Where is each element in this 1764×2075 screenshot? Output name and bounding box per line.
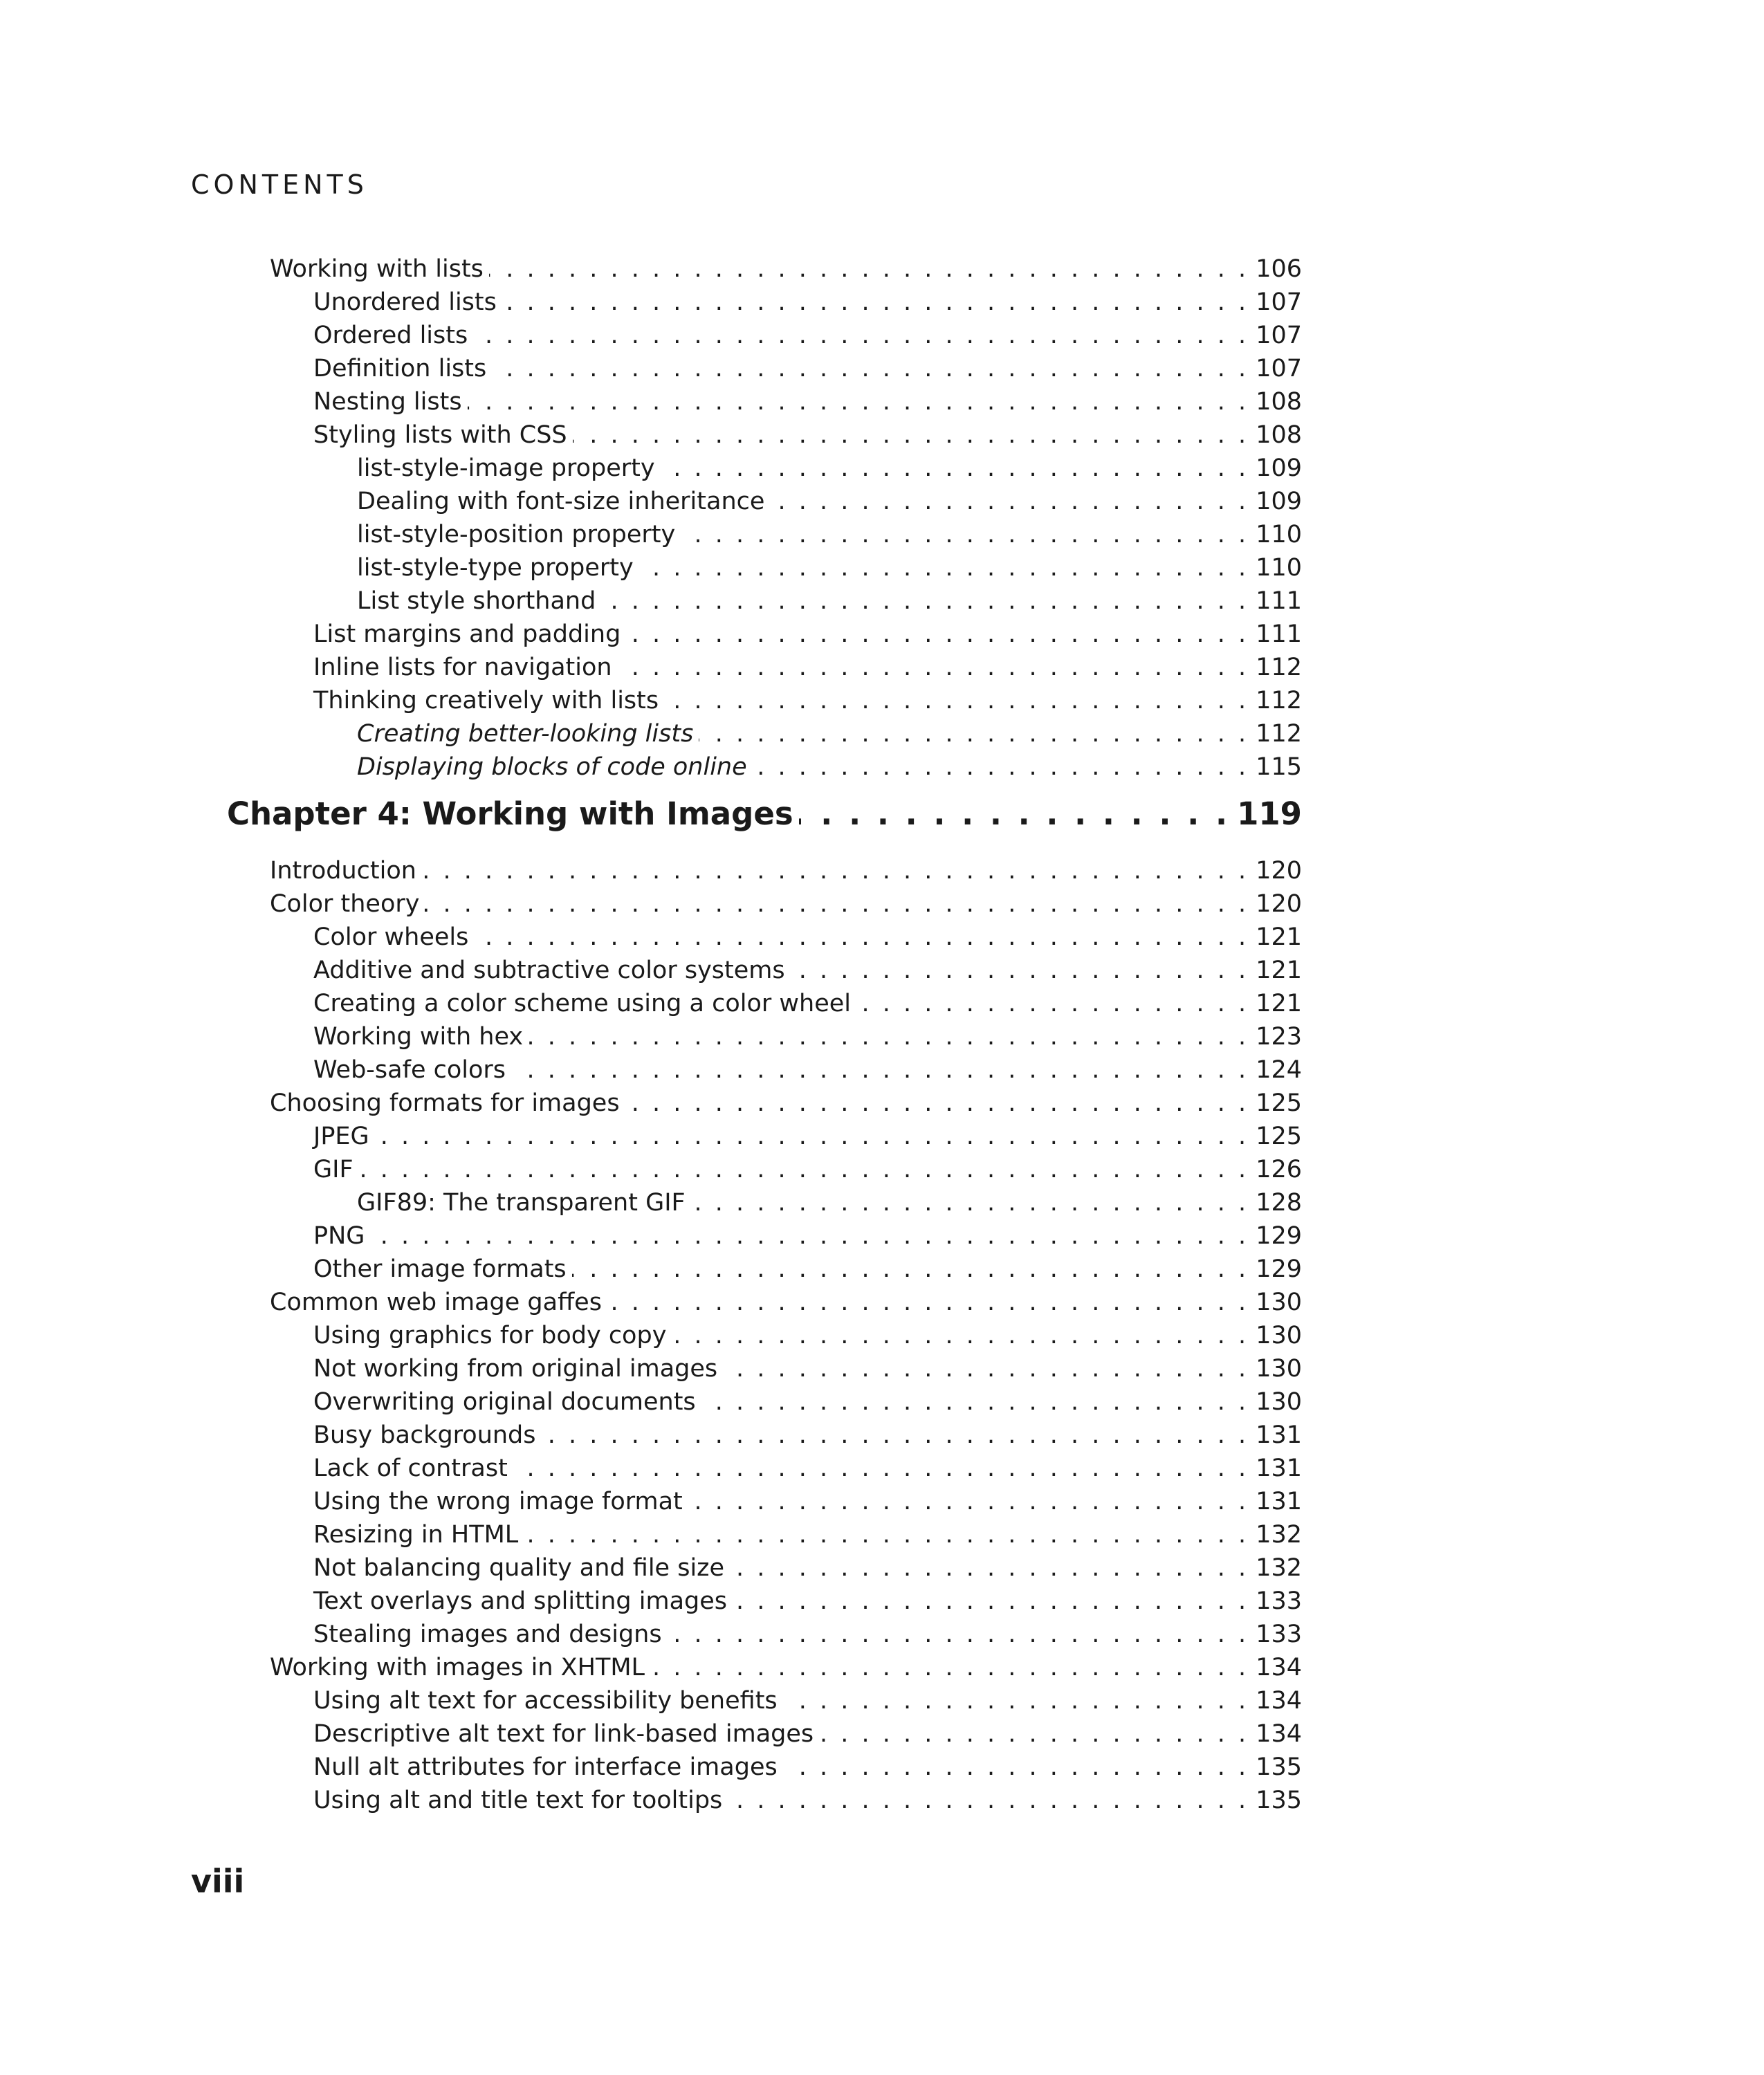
page-number: 124 [1256,1056,1302,1084]
toc-entry [270,1087,1302,1119]
entry-title: GIF [313,1156,353,1183]
toc-entry [357,751,1302,783]
page-number: 109 [1256,488,1302,515]
leader-dots [473,320,1249,351]
entry-title: list-style-position property [357,521,676,548]
page-number: 107 [1256,355,1302,382]
page-number: 121 [1256,923,1302,951]
page-number: 135 [1256,1753,1302,1781]
page-number: 121 [1256,957,1302,984]
toc-entry [313,1585,1302,1617]
entry-title: Resizing in HTML [313,1521,519,1549]
toc-entry [313,1120,1302,1152]
page-number: 110 [1256,521,1302,548]
leader-dots [474,921,1249,953]
leader-dots [573,419,1249,451]
page-number: 106 [1256,255,1302,283]
leader-dots [489,253,1249,285]
page-number: 109 [1256,454,1302,482]
page-number: 134 [1256,1687,1302,1715]
page-number: 125 [1256,1089,1302,1117]
toc-entry [357,486,1302,517]
leader-dots [422,855,1249,887]
toc-entry [313,1519,1302,1551]
leader-dots [468,386,1249,418]
leader-dots [681,519,1249,551]
leader-dots [730,1552,1249,1584]
toc-entry [357,1187,1302,1219]
page-number: 125 [1256,1123,1302,1150]
leader-dots [370,1220,1249,1252]
toc-entry [313,685,1302,717]
leader-dots [529,1021,1249,1053]
entry-title: Working with images in XHTML [270,1654,645,1681]
page-number: 119 [1237,795,1302,832]
entry-title: Descriptive alt text for link-based images [313,1720,814,1748]
toc-entry [313,1784,1302,1816]
leader-dots [524,1519,1249,1551]
entry-title: Unordered lists [313,288,497,316]
page-number: 112 [1256,654,1302,681]
page-number: 112 [1256,720,1302,748]
entry-title: List style shorthand [357,587,596,615]
toc-entry [313,1486,1302,1518]
toc-entry [313,1386,1302,1418]
page-number: 126 [1256,1156,1302,1183]
chapter-heading [227,794,1302,834]
toc-entry [313,386,1302,418]
toc-entry [357,519,1302,551]
leader-dots [626,618,1249,650]
leader-dots [770,486,1249,517]
leader-dots [650,1652,1249,1684]
toc-entry [270,888,1302,920]
entry-title: Creating a color scheme using a color wheel [313,990,851,1017]
page-number: 108 [1256,421,1302,449]
entry-title: Styling lists with CSS [313,421,567,449]
entry-title: Common web image gaffes [270,1289,602,1316]
entry-title: Overwriting original documents [313,1388,696,1416]
leader-dots [783,1751,1249,1783]
toc-entry [313,1253,1302,1285]
page-number: 108 [1256,388,1302,416]
leader-dots [511,1054,1249,1086]
entry-title: Not balancing quality and file size [313,1554,725,1582]
toc-entry [313,1320,1302,1352]
entry-title: Working with hex [313,1023,524,1051]
leader-dots [618,652,1249,683]
leader-dots [601,585,1249,617]
leader-dots [502,286,1249,318]
toc-entry [313,353,1302,385]
entry-title: Displaying blocks of code online [357,753,747,781]
entry-title: Using the wrong image format [313,1488,683,1515]
entry-title: PNG [313,1222,365,1250]
page-number: 131 [1256,1488,1302,1515]
entry-title: Color wheels [313,923,469,951]
leader-dots [375,1120,1249,1152]
leader-dots [783,1685,1249,1717]
page-number: 134 [1256,1654,1302,1681]
entry-title: Definition lists [313,355,487,382]
toc-entry [270,1652,1302,1684]
entry-title: Introduction [270,857,416,885]
entry-title: Text overlays and splitting images [313,1587,728,1615]
page-number: 112 [1256,687,1302,714]
leader-dots [819,1718,1249,1750]
toc-entry [313,1021,1302,1053]
toc-entry [357,452,1302,484]
page-number: 133 [1256,1621,1302,1648]
entry-title: JPEG [313,1123,369,1150]
leader-dots [661,452,1249,484]
leader-dots [799,794,1230,834]
entry-title: Thinking creatively with lists [313,687,659,714]
page-number: 111 [1256,620,1302,648]
entry-title: Nesting lists [313,388,462,416]
leader-dots [664,685,1249,717]
leader-dots [701,1386,1249,1418]
toc-entry [270,253,1302,285]
entry-title: Not working from original images [313,1355,718,1383]
entry-title: Additive and subtractive color systems [313,957,785,984]
page-number: 129 [1256,1222,1302,1250]
entry-title: Creating better-looking lists [357,720,694,748]
toc-entry [313,1685,1302,1717]
toc-entry [313,1353,1302,1385]
leader-dots [542,1419,1249,1451]
entry-title: Stealing images and designs [313,1621,662,1648]
page-number: 129 [1256,1255,1302,1283]
leader-dots [425,888,1249,920]
running-head: CONTENTS [191,169,368,200]
entry-title: Web-safe colors [313,1056,506,1084]
toc-entry [357,718,1302,750]
leader-dots [607,1286,1249,1318]
entry-title: Chapter 4: Working with Images [227,795,793,832]
leader-dots [699,718,1249,750]
leader-dots [639,552,1249,584]
leader-dots [513,1452,1249,1484]
toc-entry [313,320,1302,351]
toc-entry [357,585,1302,617]
page-number: 107 [1256,322,1302,349]
toc-entry [313,286,1302,318]
leader-dots [688,1486,1249,1518]
page-number: 132 [1256,1521,1302,1549]
entry-title: Ordered lists [313,322,468,349]
entry-title: Busy backgrounds [313,1421,536,1449]
leader-dots [691,1187,1249,1219]
toc-entry [313,1552,1302,1584]
leader-dots [572,1253,1249,1285]
entry-title: Using alt and title text for tooltips [313,1787,723,1814]
toc-entry [313,921,1302,953]
page-number: 131 [1256,1421,1302,1449]
toc-entry [313,419,1302,451]
toc-entry [357,552,1302,584]
toc-entry [270,855,1302,887]
entry-title: Using alt text for accessibility benefits [313,1687,778,1715]
toc-entry [270,1286,1302,1318]
entry-title: Using graphics for body copy [313,1322,667,1349]
entry-title: list-style-type property [357,554,634,582]
leader-dots [668,1618,1249,1650]
toc-entry [313,618,1302,650]
page-number: 110 [1256,554,1302,582]
page-number: 130 [1256,1289,1302,1316]
entry-title: GIF89: The transparent GIF [357,1189,686,1217]
entry-title: Null alt attributes for interface images [313,1753,778,1781]
toc-entry [313,1220,1302,1252]
leader-dots [492,353,1249,385]
toc-entry [313,1154,1302,1186]
page-number: 132 [1256,1554,1302,1582]
entry-title: Color theory [270,890,420,918]
toc-entry [313,652,1302,683]
leader-dots [672,1320,1249,1352]
toc-entry [313,1419,1302,1451]
page-number: 107 [1256,288,1302,316]
page-number: 133 [1256,1587,1302,1615]
page-number: 111 [1256,587,1302,615]
page-number: 130 [1256,1355,1302,1383]
entry-title: Working with lists [270,255,484,283]
page-number: 128 [1256,1189,1302,1217]
leader-dots [791,954,1249,986]
entry-title: Other image formats [313,1255,567,1283]
toc-entry [313,1452,1302,1484]
entry-title: List margins and padding [313,620,621,648]
page-number: 135 [1256,1787,1302,1814]
page-number: 120 [1256,890,1302,918]
leader-dots [753,751,1249,783]
toc-entry [313,1718,1302,1750]
page-number: 131 [1256,1455,1302,1482]
toc-entry [313,954,1302,986]
page-folio: viii [191,1863,245,1900]
page-number: 121 [1256,990,1302,1017]
toc-entry [313,988,1302,1020]
leader-dots [733,1585,1249,1617]
toc-entry [313,1054,1302,1086]
page-number: 123 [1256,1023,1302,1051]
page-number: 130 [1256,1322,1302,1349]
leader-dots [723,1353,1249,1385]
page-number: 134 [1256,1720,1302,1748]
toc-entry [313,1751,1302,1783]
page-number: 115 [1256,753,1302,781]
leader-dots [625,1087,1249,1119]
toc-entry [313,1618,1302,1650]
page-number: 130 [1256,1388,1302,1416]
entry-title: Inline lists for navigation [313,654,612,681]
entry-title: Choosing formats for images [270,1089,620,1117]
entry-title: Dealing with font-size inheritance [357,488,765,515]
entry-title: Lack of contrast [313,1455,508,1482]
leader-dots [856,988,1249,1020]
entry-title: list-style-image property [357,454,655,482]
leader-dots [359,1154,1249,1186]
page-number: 120 [1256,857,1302,885]
leader-dots [728,1784,1249,1816]
